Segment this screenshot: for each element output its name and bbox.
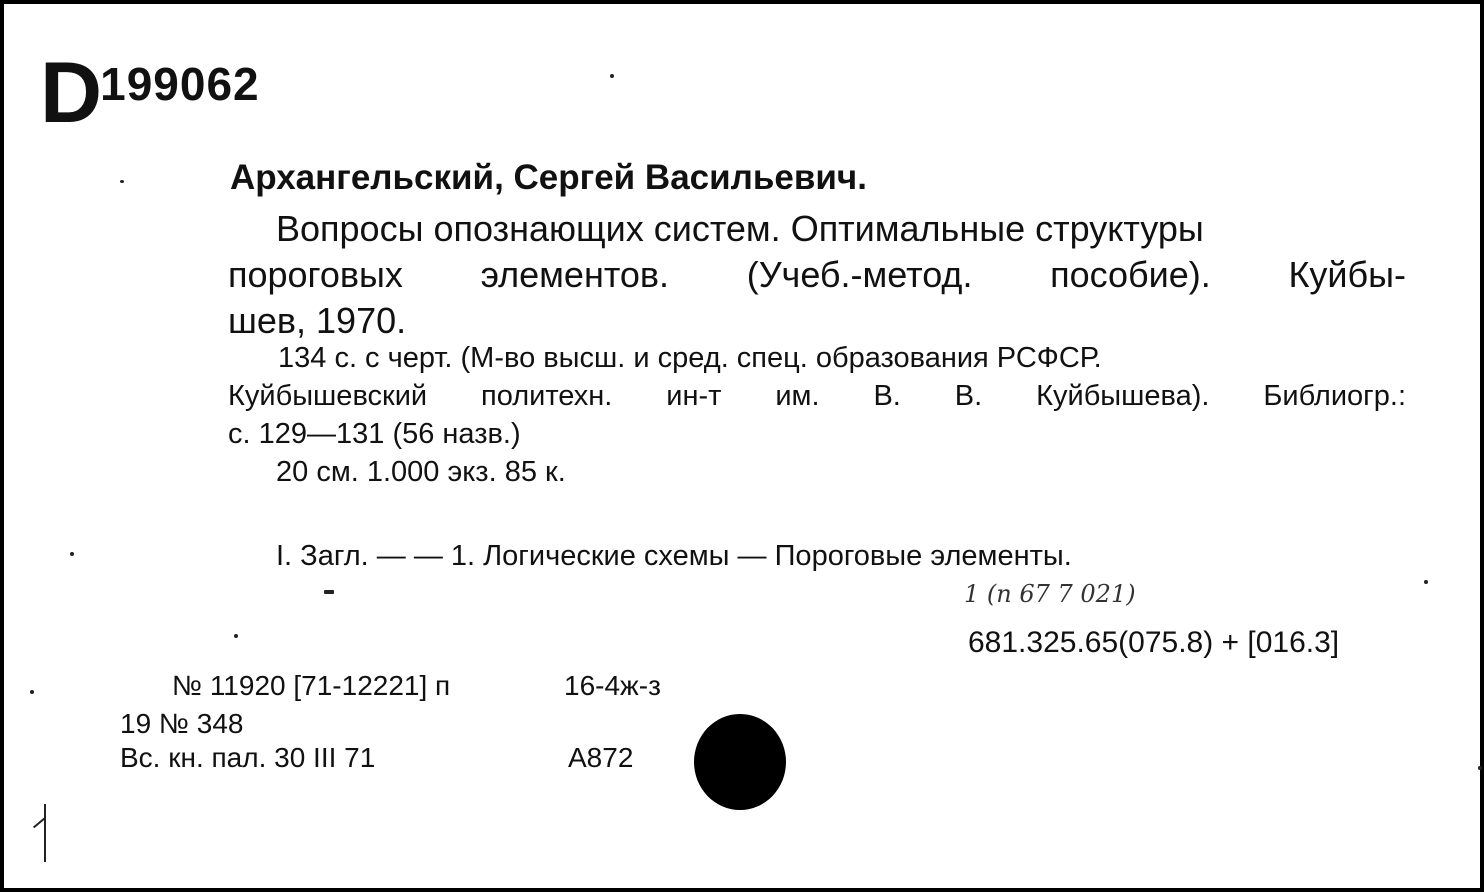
title-line-2a: пороговых элементов. (Учеб.-метод. пособие). <box>228 254 1211 295</box>
description-line-2b: Библиогр.: <box>1263 380 1406 412</box>
author-heading: Архангельский, Сергей Васильевич. <box>230 158 867 197</box>
description-line-2 <box>228 380 1406 413</box>
speck <box>234 634 238 638</box>
registry-line-2: 19 № 348 <box>120 708 244 739</box>
title-line-1: Вопросы опознающих систем. Оптимальные структуры <box>276 208 1204 249</box>
description-line-3: с. 129—131 (56 назв.) <box>228 418 521 450</box>
call-number <box>40 44 260 143</box>
punch-hole <box>694 714 786 810</box>
title-line-2 <box>228 254 1406 296</box>
speck <box>1424 580 1428 584</box>
subject-tracings: I. Загл. — — 1. Логические схемы — Пороговые элементы. <box>276 540 1072 572</box>
speck <box>30 690 34 694</box>
pencil-note: 1 (n 67 7 021) <box>964 580 1136 608</box>
description-line-1: 134 с. с черт. (М-во высш. и сред. спец. образования РСФСР. <box>278 342 1102 374</box>
pencil-mark <box>44 804 46 862</box>
call-number-value: 199062 <box>100 58 260 110</box>
speck <box>1478 766 1482 770</box>
registry-line-1a: № 11920 [71-12221] п <box>172 670 451 701</box>
speck <box>70 552 74 556</box>
description-line-4: 20 см. 1.000 экз. 85 к. <box>276 456 566 488</box>
catalog-card <box>4 4 1480 888</box>
registry-line-3a: Вс. кн. пал. 30 III 71 <box>120 742 376 773</box>
speck <box>610 74 614 78</box>
speck <box>120 180 124 183</box>
udc-classification: 681.325.65(075.8) + [016.3] <box>968 626 1340 659</box>
title-line-2b: Куйбы- <box>1288 254 1406 295</box>
call-number-prefix: D <box>40 45 101 141</box>
description-line-2a: Куйбышевский политехн. ин-т им. В. В. Куйбышева). <box>228 380 1210 412</box>
speck <box>324 590 334 594</box>
registry-line-1b: 16-4ж-з <box>564 670 661 701</box>
title-line-3: шев, 1970. <box>228 300 407 341</box>
registry-line-3b: А872 <box>568 742 634 773</box>
